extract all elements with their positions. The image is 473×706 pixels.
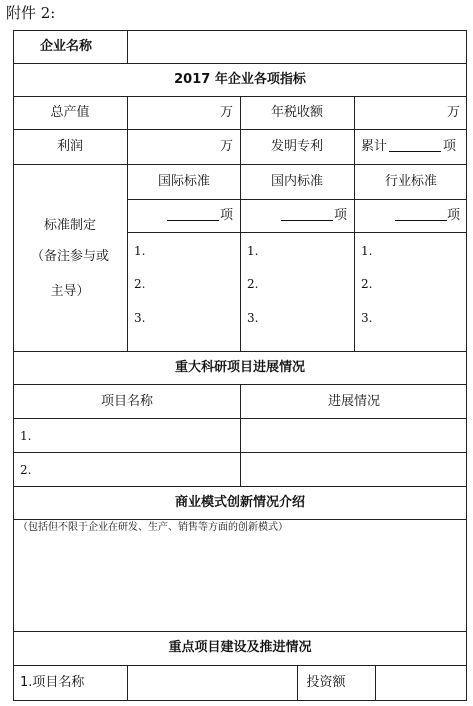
research-col-progress: 进展情况 — [327, 394, 381, 409]
research-row-2[interactable]: 2. — [20, 463, 32, 477]
patent-prefix: 累计 — [361, 139, 388, 154]
project-name-field[interactable] — [128, 666, 297, 700]
research-title: 重大科研项目进展情况 — [174, 360, 306, 375]
domestic-standard-header: 国内标准 — [270, 174, 324, 189]
research-row-1[interactable]: 1. — [20, 429, 32, 443]
research-col-name: 项目名称 — [100, 394, 154, 409]
key-projects-title: 重点项目建设及推进情况 — [168, 640, 312, 655]
company-name-field[interactable] — [128, 31, 466, 63]
standards-note-line2: 主导） — [50, 284, 90, 299]
output-unit: 万 — [220, 105, 234, 120]
patent-count-field[interactable] — [389, 139, 441, 157]
intl-standard-count-field[interactable] — [167, 208, 219, 226]
industry-standard-item-2[interactable]: 2. — [361, 277, 373, 291]
domestic-standard-item-3[interactable]: 3. — [247, 311, 259, 325]
industry-standard-count-field[interactable] — [395, 208, 447, 226]
domestic-standard-item-2[interactable]: 2. — [247, 277, 259, 291]
domestic-standard-unit: 项 — [334, 208, 348, 223]
investment-label: 投资额 — [306, 675, 346, 690]
tax-unit: 万 — [447, 105, 461, 120]
business-model-textarea[interactable] — [14, 536, 466, 631]
intl-standard-item-2[interactable]: 2. — [134, 277, 146, 291]
industry-standard-unit: 项 — [447, 208, 461, 223]
standards-label: 标准制定 — [43, 218, 97, 233]
industry-standard-header: 行业标准 — [384, 174, 438, 189]
indicators-title: 2017 年企业各项指标 — [174, 72, 306, 87]
intl-standard-header: 国际标准 — [157, 174, 211, 189]
domestic-standard-item-1[interactable]: 1. — [247, 244, 259, 258]
investment-field[interactable] — [376, 666, 466, 700]
intl-standard-item-1[interactable]: 1. — [134, 244, 146, 258]
profit-unit: 万 — [220, 139, 234, 154]
industry-standard-item-3[interactable]: 3. — [361, 311, 373, 325]
output-label: 总产值 — [50, 105, 90, 120]
business-model-title: 商业模式创新情况介绍 — [174, 495, 306, 510]
tax-label: 年税收额 — [270, 105, 324, 120]
domestic-standard-count-field[interactable] — [281, 208, 333, 226]
business-model-note: （包括但不限于企业在研发、生产、销售等方面的创新模式） — [18, 522, 288, 533]
project-name-label: 1.项目名称 — [20, 675, 85, 690]
patent-label: 发明专利 — [270, 139, 324, 154]
intl-standard-unit: 项 — [220, 208, 234, 223]
research-row-1-progress[interactable] — [241, 419, 466, 452]
attachment-label: 附件 2: — [6, 4, 56, 22]
industry-standard-item-1[interactable]: 1. — [361, 244, 373, 258]
profit-label: 利润 — [56, 139, 84, 154]
research-row-2-progress[interactable] — [241, 453, 466, 486]
patent-unit: 项 — [443, 139, 457, 154]
standards-note-line1: （备注参与或 — [30, 249, 110, 264]
intl-standard-item-3[interactable]: 3. — [134, 311, 146, 325]
company-name-label: 企业名称 — [40, 39, 93, 54]
